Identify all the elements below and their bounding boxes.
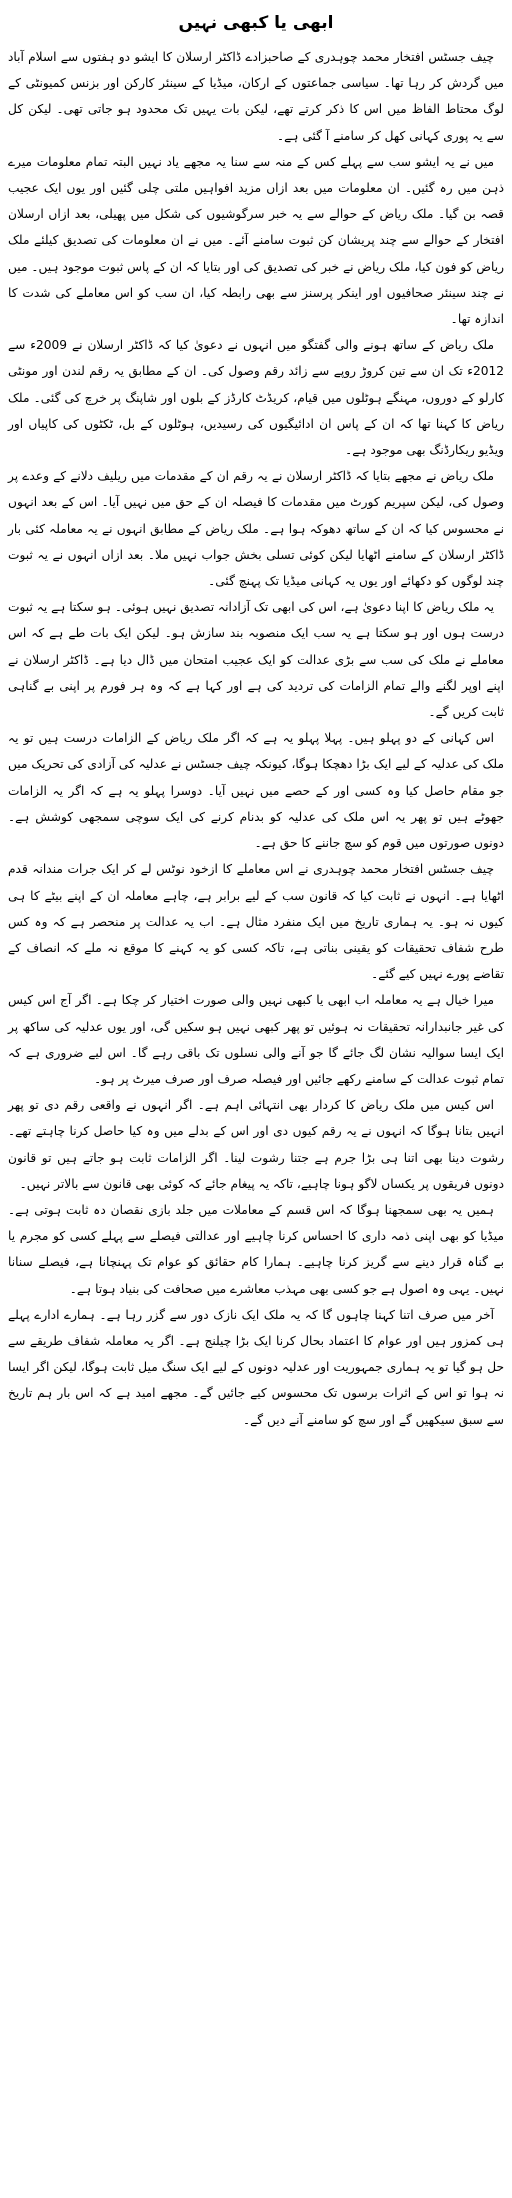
- article-paragraph: ملک ریاض کے ساتھ ہونے والی گفتگو میں انہوں نے دعویٰ کیا کہ ڈاکٹر ارسلان نے 2009ء سے 2012ء تک ان سے تین کروڑ روپے سے زائد رقم وصول کی۔ ان کے مطابق یہ رقم لندن اور مونٹی کارلو کے دوروں، مہنگے ہوٹلوں میں قیام، کریڈٹ کارڈز کے بلوں اور شاپنگ پر خرچ کی گئی۔ ملک ریاض کا کہنا تھا کہ ان کے پاس ان ادائیگیوں کی رسیدیں، ہوٹلوں کے بل، ٹکٹوں کی کاپیاں اور ویڈیو ریکارڈنگ بھی موجود ہے۔: [8, 338, 504, 458]
- article-paragraph: چیف جسٹس افتخار محمد چوہدری کے صاحبزادے ڈاکٹر ارسلان کا ایشو دو ہفتوں سے اسلام آباد میں گردش کر رہا تھا۔ سیاسی جماعتوں کے ارکان، میڈیا کے سینئر کارکن اور بزنس کمیونٹی کے لوگ محتاط الفاظ میں اس کا ذکر کرتے تھے، لیکن بات یہیں تک محدود ہو جاتی تھی۔ لیکن کل سے یہ پوری کہانی کھل کر سامنے آ گئی ہے۔: [8, 50, 504, 143]
- article-paragraph: اس کیس میں ملک ریاض کا کردار بھی انتہائی اہم ہے۔ اگر انہوں نے واقعی رقم دی تو پھر انہیں بتانا ہوگا کہ انہوں نے یہ رقم کیوں دی اور اس کے بدلے میں وہ کیا حاصل کرنا چاہتے تھے۔ رشوت دینا بھی اتنا ہی بڑا جرم ہے جتنا رشوت لینا۔ اگر الزامات ثابت ہو جاتے ہیں تو قانون دونوں فریقوں پر یکساں لاگو ہونا چاہیے، تاکہ یہ پیغام جائے کہ کوئی بھی قانون سے بالاتر نہیں۔: [8, 1098, 504, 1191]
- article-paragraph: چیف جسٹس افتخار محمد چوہدری نے اس معاملے کا ازخود نوٹس لے کر ایک جرات مندانہ قدم اٹھایا ہے۔ انہوں نے ثابت کیا کہ قانون سب کے لیے برابر ہے، چاہے معاملہ ان کے اپنے بیٹے کا ہی کیوں نہ ہو۔ یہ ہماری تاریخ میں ایک منفرد مثال ہے۔ اب یہ عدالت پر منحصر ہے کہ وہ کس طرح شفاف تحقیقات کو یقینی بناتی ہے، تاکہ کسی کو یہ کہنے کا موقع نہ ملے کہ انصاف کے تقاضے پورے نہیں کیے گئے۔: [8, 862, 504, 982]
- article-title: ابھی یا کبھی نہیں: [178, 13, 334, 33]
- article-paragraph: میں نے یہ ایشو سب سے پہلے کس کے منہ سے سنا یہ مجھے یاد نہیں البتہ تمام معلومات میرے ذہن میں رہ گئیں۔ ان معلومات میں بعد ازاں مزید افواہیں ملتی چلی گئیں اور یوں ایک عجیب قصہ بن گیا۔ ملک ریاض کے حوالے سے یہ خبر سرگوشیوں کی شکل میں پھیلی، بعد ازاں ارسلان افتخار کے حوالے سے چند پریشان کن ثبوت سامنے آئے۔ میں نے ان معلومات کی تصدیق کیلئے ملک ریاض کو فون کیا، ملک ریاض نے خبر کی تصدیق کی اور بتایا کہ ان کے پاس ثبوت موجود ہیں۔ میں نے چند سینئر صحافیوں اور اینکر پرسنز سے بھی رابطہ کیا، ان سب کو اس معاملے کی شدت کا اندازہ تھا۔: [8, 154, 504, 327]
- article-paragraph: میرا خیال ہے یہ معاملہ اب ابھی یا کبھی نہیں والی صورت اختیار کر چکا ہے۔ اگر آج اس کیس کی غیر جانبدارانہ تحقیقات نہ ہوئیں تو پھر کبھی نہیں ہو سکیں گی، اور یوں عدلیہ کی ساکھ پر ایک ایسا سوالیہ نشان لگ جائے گا جو آنے والی نسلوں تک باقی رہے گا۔ اس لیے ضروری ہے کہ تمام ثبوت عدالت کے سامنے رکھے جائیں اور فیصلہ صرف اور صرف میرٹ پر ہو۔: [8, 993, 504, 1086]
- article-paragraph: آخر میں صرف اتنا کہنا چاہوں گا کہ یہ ملک ایک نازک دور سے گزر رہا ہے۔ ہمارے ادارے پہلے ہی کمزور ہیں اور عوام کا اعتماد بحال کرنا ایک بڑا چیلنج ہے۔ اگر یہ معاملہ شفاف طریقے سے حل ہو گیا تو یہ ہماری جمہوریت اور عدلیہ دونوں کے لیے ایک سنگ میل ثابت ہوگا، لیکن اگر ایسا نہ ہوا تو اس کے اثرات برسوں تک محسوس کیے جائیں گے۔ مجھے امید ہے کہ اس بار ہم تاریخ سے سبق سیکھیں گے اور سچ کو سامنے آنے دیں گے۔: [8, 1307, 504, 1427]
- article-paragraph: ملک ریاض نے مجھے بتایا کہ ڈاکٹر ارسلان نے یہ رقم ان کے مقدمات میں ریلیف دلانے کے وعدے پر وصول کی، لیکن سپریم کورٹ میں مقدمات کا فیصلہ ان کے حق میں نہیں آیا۔ اس کے بعد انہوں نے محسوس کیا کہ ان کے ساتھ دھوکہ ہوا ہے۔ ملک ریاض کے مطابق انہوں نے یہ معاملہ کئی بار ڈاکٹر ارسلان کے سامنے اٹھایا لیکن کوئی تسلی بخش جواب نہیں ملا۔ بعد ازاں انہوں نے یہ ثبوت چند لوگوں کو دکھائے اور یوں یہ کہانی میڈیا تک پہنچ گئی۔: [8, 469, 504, 589]
- article-paragraph: یہ ملک ریاض کا اپنا دعویٰ ہے، اس کی ابھی تک آزادانہ تصدیق نہیں ہوئی۔ ہو سکتا ہے یہ ثبوت درست ہوں اور ہو سکتا ہے یہ سب ایک منصوبہ بند سازش ہو۔ لیکن ایک بات طے ہے کہ اس معاملے نے ملک کی سب سے بڑی عدالت کو ایک عجیب امتحان میں ڈال دیا ہے۔ ڈاکٹر ارسلان نے اپنے اوپر لگنے والے تمام الزامات کی تردید کی ہے اور کہا ہے کہ وہ ہر فورم پر اپنی بے گناہی ثابت کریں گے۔: [8, 600, 504, 720]
- article-paragraph: اس کہانی کے دو پہلو ہیں۔ پہلا پہلو یہ ہے کہ اگر ملک ریاض کے الزامات درست ہیں تو یہ ملک کی عدلیہ کے لیے ایک بڑا دھچکا ہوگا، کیونکہ چیف جسٹس نے عدلیہ کی آزادی کی تحریک میں جو مقام حاصل کیا وہ کسی اور کے حصے میں نہیں آیا۔ دوسرا پہلو یہ ہے کہ اگر یہ الزامات جھوٹے ہیں تو پھر یہ اس ملک کی عدلیہ کو بدنام کرنے کی ایک سوچی سمجھی کوشش ہے۔ دونوں صورتوں میں قوم کو سچ جاننے کا حق ہے۔: [8, 731, 504, 851]
- article-body: [8, 44, 504, 1433]
- article-paragraph: ہمیں یہ بھی سمجھنا ہوگا کہ اس قسم کے معاملات میں جلد بازی نقصان دہ ثابت ہوتی ہے۔ میڈیا کو بھی اپنی ذمہ داری کا احساس کرنا چاہیے اور عدالتی فیصلے سے پہلے کسی کو مجرم یا بے گناہ قرار دینے سے گریز کرنا چاہیے۔ ہمارا کام حقائق کو عوام تک پہنچانا ہے، فیصلے سنانا نہیں۔ یہی وہ اصول ہے جو کسی بھی مہذب معاشرے میں صحافت کی بنیاد ہوتا ہے۔: [8, 1202, 504, 1296]
